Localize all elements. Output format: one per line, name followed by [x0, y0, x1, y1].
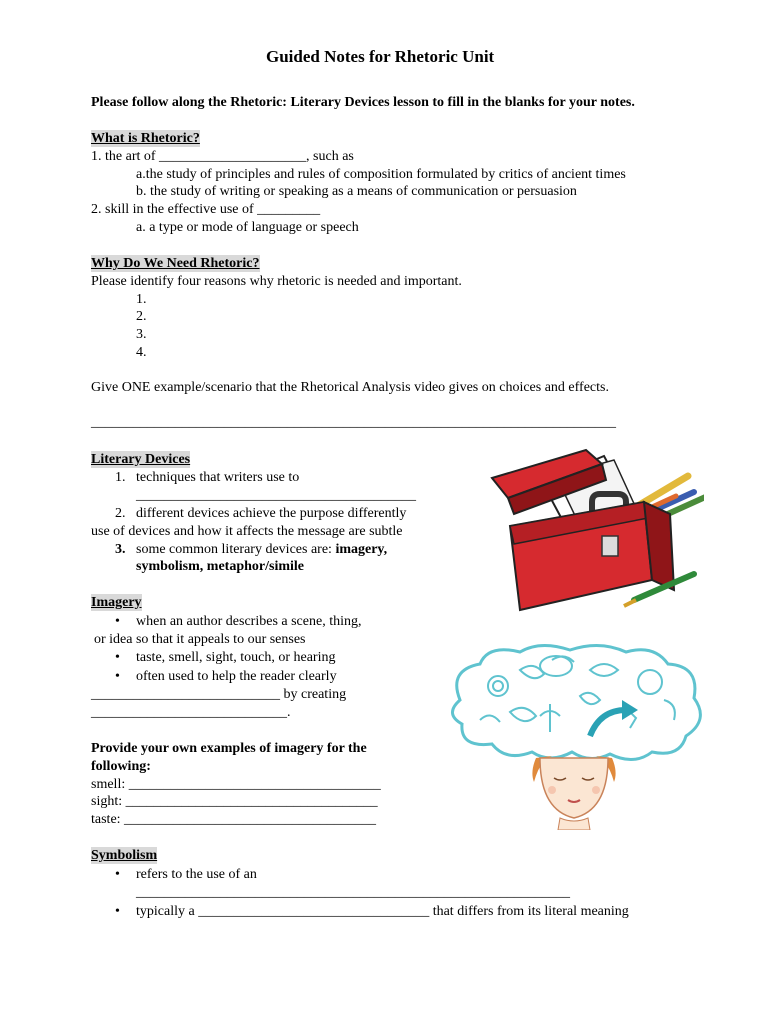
heading-what-is-rhetoric: What is Rhetoric?: [91, 131, 200, 146]
answer-line: ___________________________________________________________________________: [91, 415, 616, 430]
literary-item-3: [136, 541, 387, 558]
literary-item-2-cont: use of devices and how it affects the message are subtle: [91, 524, 403, 539]
reason-item: 2.: [136, 309, 147, 324]
heading-why-rhetoric: Why Do We Need Rhetoric?: [91, 256, 260, 271]
bullet-icon: •: [115, 669, 120, 684]
imagery-bullet-3-cont2: ____________________________.: [91, 705, 291, 720]
example-taste: taste: ____________________________________: [91, 812, 377, 827]
rhetoric-line-1b: b. the study of writing or speaking as a means of communication or persuasion: [136, 184, 577, 199]
symbolism-bullet-1: refers to the use of an: [136, 867, 257, 882]
imagery-bullet-2: taste, smell, sight, touch, or hearing: [136, 650, 336, 665]
reason-item: 4.: [136, 345, 147, 360]
reason-item: 3.: [136, 327, 147, 342]
imagery-bullet-3-cont1: ___________________________ by creating: [91, 687, 347, 702]
toolbox-icon: [484, 440, 704, 620]
rhetoric-line-2: 2. skill in the effective use of _________: [91, 202, 321, 217]
reason-item: 1.: [136, 292, 147, 307]
heading-literary-devices: Literary Devices: [91, 452, 191, 467]
symbolism-bullet-2: typically a _________________________________ that differs from its literal meaning: [136, 904, 629, 919]
bullet-icon: •: [115, 650, 120, 665]
page-title: Guided Notes for Rhetoric Unit: [266, 47, 495, 66]
imagery-bullet-1: when an author describes a scene, thing,: [136, 614, 362, 629]
literary-item-3-bold-cont: symbolism, metaphor/simile: [136, 559, 304, 574]
heading-imagery: Imagery: [91, 595, 142, 610]
instructions: Please follow along the Rhetoric: Literary Devices lesson to fill in the blanks for your notes.: [91, 95, 635, 110]
examples-heading-line-2: following:: [91, 759, 151, 774]
why-prompt: Please identify four reasons why rhetoric is needed and important.: [91, 274, 462, 289]
rhetoric-line-1a: a.the study of principles and rules of composition formulated by critics of ancient times: [136, 167, 626, 182]
rhetoric-line-2a: a. a type or mode of language or speech: [136, 220, 359, 235]
rhetoric-line-1: 1. the art of _____________________, such as: [91, 149, 354, 164]
examples-heading-line-1: Provide your own examples of imagery for the: [91, 741, 367, 756]
bullet-icon: •: [115, 614, 120, 629]
list-number: 3.: [115, 542, 126, 557]
thought-cloud-head-icon: [440, 640, 710, 830]
literary-item-2: different devices achieve the purpose differently: [136, 506, 407, 521]
bullet-icon: •: [115, 904, 120, 919]
list-number: 1.: [115, 470, 126, 485]
example-prompt: Give ONE example/scenario that the Rhetorical Analysis video gives on choices and effects.: [91, 380, 609, 395]
literary-item-1-blank: ________________________________________: [136, 488, 416, 503]
symbolism-bullet-1-blank: ______________________________________________________________: [136, 885, 570, 900]
heading-symbolism: Symbolism: [91, 848, 158, 863]
literary-item-1: techniques that writers use to: [136, 470, 300, 485]
imagery-bullet-1-cont: or idea so that it appeals to our senses: [94, 632, 306, 647]
example-sight: sight: ____________________________________: [91, 794, 378, 809]
literary-item-3-bold: imagery,: [335, 542, 388, 557]
example-smell: smell: ____________________________________: [91, 777, 381, 792]
literary-item-3-prefix: some common literary devices are:: [136, 542, 336, 557]
list-number: 2.: [115, 506, 126, 521]
imagery-bullet-3: often used to help the reader clearly: [136, 669, 337, 684]
bullet-icon: •: [115, 867, 120, 882]
